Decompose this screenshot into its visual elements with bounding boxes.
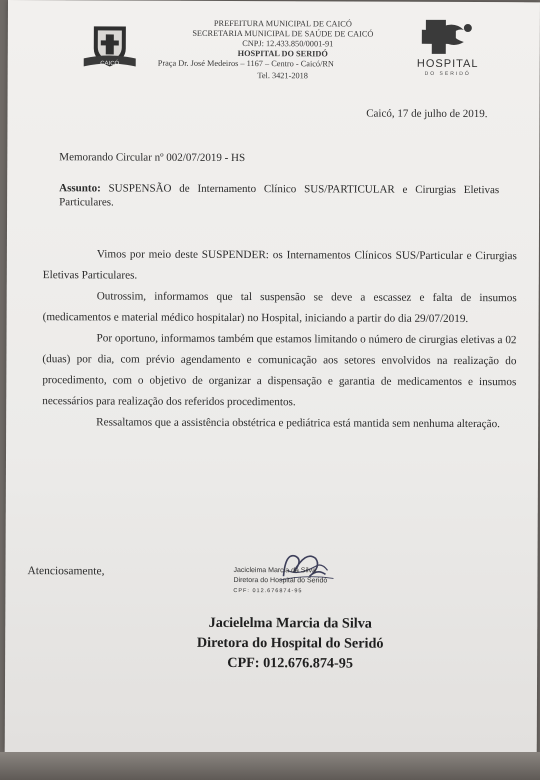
stamp-role: Diretora do Hospital do Seridó	[233, 576, 328, 585]
hospital-logo	[410, 16, 488, 76]
municipal-crest-icon	[80, 22, 140, 70]
subject-line	[59, 181, 499, 211]
stamp-name: Jacicleima Marcia da Silva	[233, 566, 317, 575]
letter-date: Caicó, 17 de julho de 2019.	[366, 107, 488, 121]
signer-role: Diretora do Hospital do Seridó	[196, 634, 384, 652]
letter-body	[42, 244, 517, 435]
letterhead-phone: Tel. 3421-2018	[257, 71, 308, 81]
stamp-cpf: CPF: 012.676874-95	[233, 587, 303, 595]
signer-name: Jacielelma Marcia da Silva	[208, 614, 372, 632]
memo-number: Memorando Circular nº 002/07/2019 - HS	[59, 151, 246, 165]
subject-text: SUSPENSÃO de Internamento Clínico SUS/PARTICULAR e Cirurgias Eletivas Particulares.	[59, 182, 500, 209]
letter-page	[5, 0, 540, 754]
paragraph-3: Por oportuno, informamos também que estamos limitando o número de cirurgias eletivas a 02 (duas) por dia, com prévio agendamento e comunicação aos setores envolvidos na realização do procedimento, com o objetivo de organizar a dispensação e garantia de medicamentos e insumos necessários para realização dos referidos procedimentos.	[42, 332, 517, 409]
crest-label: CAICÓ	[100, 60, 120, 67]
background-surface	[0, 752, 540, 780]
letterhead-address: Praça Dr. José Medeiros – 1167 – Centro - Caicó/RN	[157, 58, 334, 69]
letterhead-cnpj: CNPJ: 12.433.850/0001-91	[242, 39, 334, 49]
signer-block	[155, 613, 425, 674]
letterhead-hospital: HOSPITAL DO SERIDÓ	[237, 49, 328, 59]
paragraph-2: Outrossim, informamos que tal suspensão se deve a escassez e falta de insumos (medicamentos e material médico hospitalar) no Hospital, iniciando a partir do dia 29/07/2019.	[42, 290, 517, 326]
signer-cpf: CPF: 012.676.874-95	[227, 654, 353, 672]
hospital-logo-name: HOSPITAL	[416, 57, 479, 71]
letterhead	[148, 19, 418, 82]
subject-label: Assunto:	[59, 182, 101, 195]
letterhead-line-2: SECRETARIA MUNICIPAL DE SAÚDE DE CAICÓ	[192, 28, 374, 39]
signature-stamp	[225, 546, 355, 603]
stamp-text	[233, 566, 327, 596]
letterhead-line-1: PREFEITURA MUNICIPAL DE CAICÓ	[213, 18, 352, 29]
paragraph-1: Vimos por meio deste SUSPENDER: os Internamentos Clínicos SUS/Particular e Cirurgias Eletivas Particulares.	[42, 248, 517, 282]
hospital-logo-sub: DO SERIDÓ	[424, 70, 471, 78]
closing-salutation: Atenciosamente,	[27, 565, 105, 578]
paragraph-4: Ressaltamos que a assistência obstétrica e pediátrica está mantida sem nenhuma alteração.	[96, 416, 501, 431]
hospital-cross-icon	[410, 16, 486, 58]
